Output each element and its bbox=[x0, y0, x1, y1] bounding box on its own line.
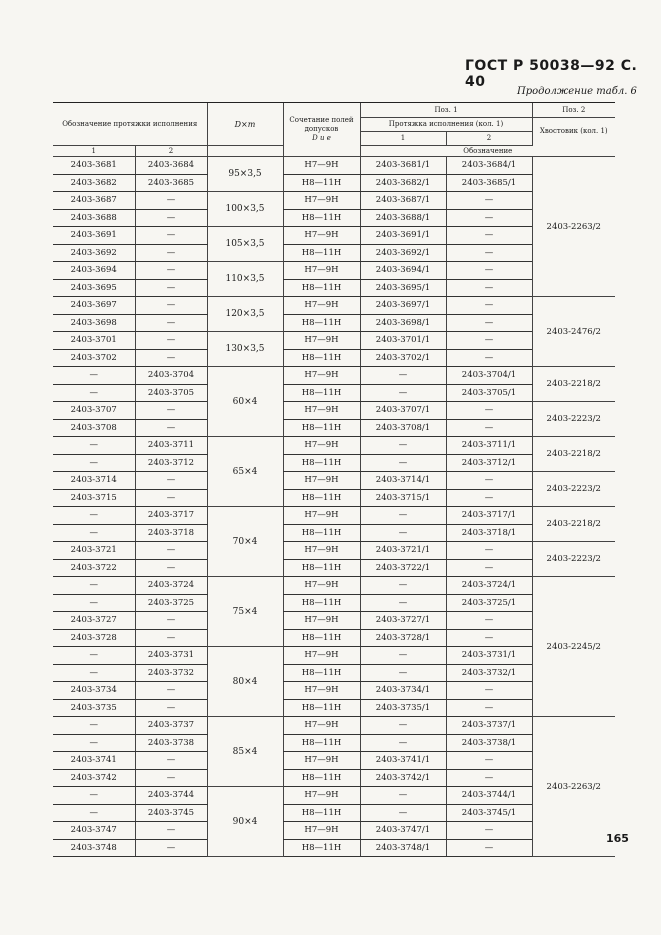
header-designation-label: Обозначение bbox=[360, 146, 615, 157]
cell-pos1-version1: 2403-3741/1 bbox=[360, 752, 446, 770]
cell-pos1-version1: 2403-3688/1 bbox=[360, 209, 446, 227]
header-tolerance-line3: D и e bbox=[312, 134, 331, 142]
cell-pos1-version1: 2403-3691/1 bbox=[360, 227, 446, 245]
cell-designation-1: 2403-3697 bbox=[53, 297, 135, 315]
cell-designation-2: — bbox=[135, 332, 207, 350]
standard-header: ГОСТ Р 50038—92 С. 40 bbox=[465, 58, 638, 90]
cell-designation-1: — bbox=[53, 594, 135, 612]
header-tolerance-line1: Сочетание полей bbox=[289, 116, 354, 124]
cell-tolerance: H7—9H bbox=[283, 262, 360, 280]
cell-tolerance: H7—9H bbox=[283, 577, 360, 595]
cell-tolerance: H7—9H bbox=[283, 192, 360, 210]
cell-designation-2: — bbox=[135, 682, 207, 700]
cell-pos1-version1: — bbox=[360, 524, 446, 542]
table-row bbox=[53, 279, 615, 297]
cell-designation-1: 2403-3727 bbox=[53, 612, 135, 630]
cell-designation-1: — bbox=[53, 367, 135, 385]
cell-shank: 2403-2218/2 bbox=[532, 507, 615, 542]
cell-designation-2: — bbox=[135, 542, 207, 560]
cell-pos1-version2: 2403-3732/1 bbox=[446, 664, 532, 682]
cell-pos1-version2: — bbox=[446, 489, 532, 507]
cell-dm: 70×4 bbox=[207, 507, 283, 577]
cell-pos1-version2: 2403-3745/1 bbox=[446, 804, 532, 822]
cell-designation-2: 2403-3724 bbox=[135, 577, 207, 595]
cell-designation-1: 2403-3734 bbox=[53, 682, 135, 700]
cell-designation-2: 2403-3737 bbox=[135, 717, 207, 735]
cell-shank: 2403-2263/2 bbox=[532, 157, 615, 297]
cell-pos1-version2: 2403-3744/1 bbox=[446, 787, 532, 805]
cell-designation-1: 2403-3701 bbox=[53, 332, 135, 350]
cell-tolerance: H7—9H bbox=[283, 612, 360, 630]
cell-designation-2: — bbox=[135, 279, 207, 297]
cell-tolerance: H7—9H bbox=[283, 647, 360, 665]
cell-designation-2: — bbox=[135, 699, 207, 717]
cell-pos1-version2: — bbox=[446, 612, 532, 630]
cell-dm: 85×4 bbox=[207, 717, 283, 787]
table-row bbox=[53, 542, 615, 560]
cell-designation-1: — bbox=[53, 647, 135, 665]
cell-dm: 90×4 bbox=[207, 787, 283, 857]
cell-tolerance: H7—9H bbox=[283, 822, 360, 840]
cell-pos1-version2: 2403-3704/1 bbox=[446, 367, 532, 385]
cell-tolerance: H7—9H bbox=[283, 717, 360, 735]
table-row bbox=[53, 384, 615, 402]
cell-tolerance: H8—11H bbox=[283, 524, 360, 542]
cell-pos1-version2: 2403-3712/1 bbox=[446, 454, 532, 472]
cell-tolerance: H7—9H bbox=[283, 752, 360, 770]
cell-dm: 110×3,5 bbox=[207, 262, 283, 297]
cell-pos1-version1: 2403-3728/1 bbox=[360, 629, 446, 647]
table-row bbox=[53, 489, 615, 507]
cell-tolerance: H7—9H bbox=[283, 297, 360, 315]
table-row bbox=[53, 174, 615, 192]
cell-pos1-version1: 2403-3694/1 bbox=[360, 262, 446, 280]
cell-dm: 95×3,5 bbox=[207, 157, 283, 192]
cell-designation-2: — bbox=[135, 612, 207, 630]
cell-tolerance: H8—11H bbox=[283, 559, 360, 577]
cell-designation-1: 2403-3687 bbox=[53, 192, 135, 210]
cell-tolerance: H8—11H bbox=[283, 349, 360, 367]
cell-pos1-version2: — bbox=[446, 279, 532, 297]
table-row bbox=[53, 717, 615, 735]
table-row bbox=[53, 822, 615, 840]
table-row bbox=[53, 699, 615, 717]
cell-designation-2: — bbox=[135, 629, 207, 647]
cell-designation-1: 2403-3741 bbox=[53, 752, 135, 770]
cell-designation-2: — bbox=[135, 402, 207, 420]
cell-tolerance: H7—9H bbox=[283, 542, 360, 560]
cell-tolerance: H7—9H bbox=[283, 157, 360, 175]
cell-shank: 2403-2245/2 bbox=[532, 577, 615, 717]
cell-dm: 100×3,5 bbox=[207, 192, 283, 227]
cell-pos1-version2: — bbox=[446, 192, 532, 210]
cell-designation-1: — bbox=[53, 577, 135, 595]
cell-pos1-version2: — bbox=[446, 262, 532, 280]
cell-pos1-version1: 2403-3687/1 bbox=[360, 192, 446, 210]
cell-tolerance: H7—9H bbox=[283, 227, 360, 245]
cell-tolerance: H8—11H bbox=[283, 314, 360, 332]
cell-pos1-version2: — bbox=[446, 629, 532, 647]
table-row bbox=[53, 209, 615, 227]
table-row bbox=[53, 297, 615, 315]
cell-shank: 2403-2223/2 bbox=[532, 402, 615, 437]
cell-pos1-version2: 2403-3711/1 bbox=[446, 437, 532, 455]
cell-designation-1: 2403-3748 bbox=[53, 839, 135, 857]
cell-designation-2: — bbox=[135, 314, 207, 332]
cell-tolerance: H8—11H bbox=[283, 699, 360, 717]
cell-shank: 2403-2218/2 bbox=[532, 437, 615, 472]
cell-pos1-version2: — bbox=[446, 332, 532, 350]
cell-pos1-version1: — bbox=[360, 787, 446, 805]
cell-designation-2: — bbox=[135, 752, 207, 770]
cell-shank: 2403-2218/2 bbox=[532, 367, 615, 402]
cell-designation-2: 2403-3732 bbox=[135, 664, 207, 682]
cell-tolerance: H7—9H bbox=[283, 402, 360, 420]
cell-designation-1: 2403-3714 bbox=[53, 472, 135, 490]
table-body bbox=[53, 157, 615, 857]
cell-designation-1: — bbox=[53, 384, 135, 402]
cell-designation-1: 2403-3688 bbox=[53, 209, 135, 227]
cell-designation-1: — bbox=[53, 664, 135, 682]
cell-designation-2: — bbox=[135, 472, 207, 490]
cell-pos1-version2: — bbox=[446, 559, 532, 577]
cell-pos1-version1: 2403-3715/1 bbox=[360, 489, 446, 507]
cell-pos1-version2: — bbox=[446, 297, 532, 315]
header-pos1-sub1: 1 bbox=[360, 132, 446, 146]
cell-tolerance: H8—11H bbox=[283, 279, 360, 297]
cell-designation-1: 2403-3735 bbox=[53, 699, 135, 717]
table-row bbox=[53, 227, 615, 245]
cell-pos1-version1: 2403-3722/1 bbox=[360, 559, 446, 577]
cell-tolerance: H8—11H bbox=[283, 629, 360, 647]
cell-pos1-version2: — bbox=[446, 227, 532, 245]
cell-tolerance: H8—11H bbox=[283, 209, 360, 227]
cell-dm: 80×4 bbox=[207, 647, 283, 717]
cell-pos1-version1: 2403-3735/1 bbox=[360, 699, 446, 717]
cell-designation-2: 2403-3685 bbox=[135, 174, 207, 192]
cell-designation-1: 2403-3747 bbox=[53, 822, 135, 840]
table-row bbox=[53, 402, 615, 420]
cell-pos1-version2: 2403-3737/1 bbox=[446, 717, 532, 735]
cell-designation-2: — bbox=[135, 192, 207, 210]
header-pos2: Поз. 2 bbox=[532, 103, 615, 118]
cell-designation-2: — bbox=[135, 244, 207, 262]
cell-pos1-version2: 2403-3685/1 bbox=[446, 174, 532, 192]
table-row bbox=[53, 349, 615, 367]
table-row bbox=[53, 262, 615, 280]
cell-designation-2: 2403-3731 bbox=[135, 647, 207, 665]
cell-designation-1: 2403-3702 bbox=[53, 349, 135, 367]
cell-pos1-version2: — bbox=[446, 472, 532, 490]
cell-designation-2: 2403-3744 bbox=[135, 787, 207, 805]
table-row bbox=[53, 332, 615, 350]
table-row bbox=[53, 682, 615, 700]
cell-tolerance: H8—11H bbox=[283, 664, 360, 682]
cell-pos1-version2: 2403-3725/1 bbox=[446, 594, 532, 612]
cell-designation-2: 2403-3704 bbox=[135, 367, 207, 385]
cell-designation-1: 2403-3695 bbox=[53, 279, 135, 297]
cell-designation-1: 2403-3682 bbox=[53, 174, 135, 192]
cell-pos1-version2: 2403-3717/1 bbox=[446, 507, 532, 525]
header-broach-version: Протяжка исполнения (кол. 1) bbox=[360, 118, 532, 132]
cell-shank: 2403-2223/2 bbox=[532, 542, 615, 577]
cell-pos1-version2: — bbox=[446, 314, 532, 332]
cell-designation-2: — bbox=[135, 489, 207, 507]
cell-designation-1: 2403-3707 bbox=[53, 402, 135, 420]
cell-designation-1: 2403-3694 bbox=[53, 262, 135, 280]
cell-pos1-version1: 2403-3697/1 bbox=[360, 297, 446, 315]
cell-designation-1: — bbox=[53, 507, 135, 525]
cell-pos1-version2: 2403-3738/1 bbox=[446, 734, 532, 752]
cell-pos1-version1: — bbox=[360, 804, 446, 822]
cell-designation-2: 2403-3725 bbox=[135, 594, 207, 612]
cell-tolerance: H8—11H bbox=[283, 839, 360, 857]
cell-designation-1: — bbox=[53, 734, 135, 752]
cell-shank: 2403-2476/2 bbox=[532, 297, 615, 367]
cell-pos1-version1: 2403-3692/1 bbox=[360, 244, 446, 262]
cell-shank: 2403-2223/2 bbox=[532, 472, 615, 507]
cell-dm: 130×3,5 bbox=[207, 332, 283, 367]
cell-pos1-version2: 2403-3684/1 bbox=[446, 157, 532, 175]
table-row bbox=[53, 157, 615, 175]
cell-designation-1: 2403-3722 bbox=[53, 559, 135, 577]
cell-dm: 105×3,5 bbox=[207, 227, 283, 262]
table-row bbox=[53, 769, 615, 787]
table-row bbox=[53, 419, 615, 437]
cell-designation-1: — bbox=[53, 787, 135, 805]
cell-pos1-version1: 2403-3702/1 bbox=[360, 349, 446, 367]
cell-designation-2: — bbox=[135, 822, 207, 840]
cell-tolerance: H8—11H bbox=[283, 454, 360, 472]
table-row bbox=[53, 629, 615, 647]
cell-designation-2: 2403-3684 bbox=[135, 157, 207, 175]
cell-pos1-version2: — bbox=[446, 699, 532, 717]
cell-pos1-version1: 2403-3707/1 bbox=[360, 402, 446, 420]
cell-designation-2: — bbox=[135, 769, 207, 787]
cell-designation-1: 2403-3715 bbox=[53, 489, 135, 507]
cell-tolerance: H8—11H bbox=[283, 489, 360, 507]
header-tolerance-line2: допусков bbox=[304, 125, 339, 133]
cell-designation-2: — bbox=[135, 227, 207, 245]
cell-dm: 60×4 bbox=[207, 367, 283, 437]
page-number: 165 bbox=[606, 832, 629, 845]
cell-pos1-version1: — bbox=[360, 507, 446, 525]
cell-pos1-version2: 2403-3705/1 bbox=[446, 384, 532, 402]
cell-designation-1: — bbox=[53, 804, 135, 822]
table-row bbox=[53, 367, 615, 385]
table-continuation-label: Продолжение табл. 6 bbox=[517, 86, 637, 97]
cell-dm: 65×4 bbox=[207, 437, 283, 507]
cell-pos1-version2: — bbox=[446, 419, 532, 437]
cell-designation-1: 2403-3728 bbox=[53, 629, 135, 647]
cell-pos1-version2: — bbox=[446, 402, 532, 420]
cell-designation-1: 2403-3691 bbox=[53, 227, 135, 245]
cell-tolerance: H7—9H bbox=[283, 472, 360, 490]
cell-pos1-version1: 2403-3682/1 bbox=[360, 174, 446, 192]
cell-designation-2: — bbox=[135, 839, 207, 857]
cell-pos1-version1: — bbox=[360, 367, 446, 385]
header-dm: D×m bbox=[207, 103, 283, 146]
cell-pos1-version2: 2403-3731/1 bbox=[446, 647, 532, 665]
cell-tolerance: H8—11H bbox=[283, 804, 360, 822]
cell-designation-1: — bbox=[53, 454, 135, 472]
cell-pos1-version2: — bbox=[446, 682, 532, 700]
table-row bbox=[53, 437, 615, 455]
cell-dm: 120×3,5 bbox=[207, 297, 283, 332]
cell-designation-2: — bbox=[135, 262, 207, 280]
cell-pos1-version1: 2403-3695/1 bbox=[360, 279, 446, 297]
table-row bbox=[53, 192, 615, 210]
header-pos1-sub2: 2 bbox=[446, 132, 532, 146]
header-col-sub2: 2 bbox=[135, 146, 207, 157]
cell-shank: 2403-2263/2 bbox=[532, 717, 615, 857]
cell-pos1-version1: — bbox=[360, 664, 446, 682]
cell-designation-2: 2403-3712 bbox=[135, 454, 207, 472]
cell-pos1-version2: — bbox=[446, 822, 532, 840]
cell-tolerance: H8—11H bbox=[283, 769, 360, 787]
cell-pos1-version1: 2403-3708/1 bbox=[360, 419, 446, 437]
cell-tolerance: H8—11H bbox=[283, 419, 360, 437]
table-row bbox=[53, 472, 615, 490]
cell-pos1-version2: — bbox=[446, 769, 532, 787]
cell-dm: 75×4 bbox=[207, 577, 283, 647]
cell-tolerance: H8—11H bbox=[283, 384, 360, 402]
cell-designation-1: 2403-3708 bbox=[53, 419, 135, 437]
table-row bbox=[53, 244, 615, 262]
cell-pos1-version2: — bbox=[446, 542, 532, 560]
table-row bbox=[53, 577, 615, 595]
cell-pos1-version1: 2403-3747/1 bbox=[360, 822, 446, 840]
cell-tolerance: H7—9H bbox=[283, 437, 360, 455]
table-row bbox=[53, 647, 615, 665]
cell-pos1-version2: — bbox=[446, 839, 532, 857]
cell-designation-2: — bbox=[135, 419, 207, 437]
header-shank: Хвостовик (кол. 1) bbox=[532, 118, 615, 146]
table-row bbox=[53, 734, 615, 752]
header-pos1: Поз. 1 bbox=[360, 103, 532, 118]
cell-pos1-version1: 2403-3698/1 bbox=[360, 314, 446, 332]
table-row bbox=[53, 752, 615, 770]
cell-pos1-version1: 2403-3742/1 bbox=[360, 769, 446, 787]
cell-designation-2: 2403-3718 bbox=[135, 524, 207, 542]
cell-pos1-version2: 2403-3724/1 bbox=[446, 577, 532, 595]
cell-pos1-version1: 2403-3714/1 bbox=[360, 472, 446, 490]
header-designation: Обозначение протяжки исполнения bbox=[53, 103, 207, 146]
cell-designation-2: 2403-3705 bbox=[135, 384, 207, 402]
cell-designation-1: 2403-3721 bbox=[53, 542, 135, 560]
cell-pos1-version1: — bbox=[360, 594, 446, 612]
cell-tolerance: H7—9H bbox=[283, 332, 360, 350]
cell-pos1-version1: — bbox=[360, 454, 446, 472]
table-row bbox=[53, 559, 615, 577]
cell-pos1-version1: — bbox=[360, 717, 446, 735]
cell-tolerance: H8—11H bbox=[283, 594, 360, 612]
cell-pos1-version1: 2403-3727/1 bbox=[360, 612, 446, 630]
cell-tolerance: H7—9H bbox=[283, 367, 360, 385]
cell-pos1-version1: — bbox=[360, 577, 446, 595]
header-tolerance bbox=[283, 103, 360, 157]
cell-pos1-version1: 2403-3748/1 bbox=[360, 839, 446, 857]
cell-pos1-version2: — bbox=[446, 244, 532, 262]
cell-designation-1: — bbox=[53, 437, 135, 455]
cell-tolerance: H7—9H bbox=[283, 507, 360, 525]
cell-tolerance: H8—11H bbox=[283, 244, 360, 262]
cell-tolerance: H7—9H bbox=[283, 787, 360, 805]
cell-designation-1: 2403-3692 bbox=[53, 244, 135, 262]
cell-tolerance: H8—11H bbox=[283, 734, 360, 752]
cell-designation-2: — bbox=[135, 559, 207, 577]
cell-tolerance: H8—11H bbox=[283, 174, 360, 192]
table-row bbox=[53, 664, 615, 682]
cell-pos1-version1: — bbox=[360, 647, 446, 665]
cell-pos1-version1: — bbox=[360, 734, 446, 752]
cell-pos1-version1: 2403-3734/1 bbox=[360, 682, 446, 700]
cell-designation-2: — bbox=[135, 209, 207, 227]
cell-pos1-version1: 2403-3701/1 bbox=[360, 332, 446, 350]
cell-pos1-version1: 2403-3681/1 bbox=[360, 157, 446, 175]
cell-designation-1: 2403-3742 bbox=[53, 769, 135, 787]
cell-designation-1: 2403-3698 bbox=[53, 314, 135, 332]
cell-pos1-version1: — bbox=[360, 437, 446, 455]
cell-pos1-version2: — bbox=[446, 349, 532, 367]
table-row bbox=[53, 454, 615, 472]
cell-pos1-version1: 2403-3721/1 bbox=[360, 542, 446, 560]
cell-pos1-version2: 2403-3718/1 bbox=[446, 524, 532, 542]
cell-designation-1: — bbox=[53, 717, 135, 735]
cell-pos1-version2: — bbox=[446, 752, 532, 770]
cell-tolerance: H7—9H bbox=[283, 682, 360, 700]
table-row bbox=[53, 594, 615, 612]
table-row bbox=[53, 314, 615, 332]
table-row bbox=[53, 787, 615, 805]
header-dm-blank bbox=[207, 146, 283, 157]
broach-table bbox=[53, 102, 615, 857]
table-row bbox=[53, 839, 615, 857]
table-row bbox=[53, 612, 615, 630]
header-col-sub1: 1 bbox=[53, 146, 135, 157]
cell-designation-2: 2403-3711 bbox=[135, 437, 207, 455]
cell-designation-1: 2403-3681 bbox=[53, 157, 135, 175]
cell-designation-2: — bbox=[135, 297, 207, 315]
cell-designation-2: 2403-3738 bbox=[135, 734, 207, 752]
cell-designation-2: 2403-3745 bbox=[135, 804, 207, 822]
cell-designation-1: — bbox=[53, 524, 135, 542]
cell-designation-2: 2403-3717 bbox=[135, 507, 207, 525]
cell-pos1-version2: — bbox=[446, 209, 532, 227]
table-row bbox=[53, 524, 615, 542]
cell-designation-2: — bbox=[135, 349, 207, 367]
table-row bbox=[53, 804, 615, 822]
cell-pos1-version1: — bbox=[360, 384, 446, 402]
table-row bbox=[53, 507, 615, 525]
